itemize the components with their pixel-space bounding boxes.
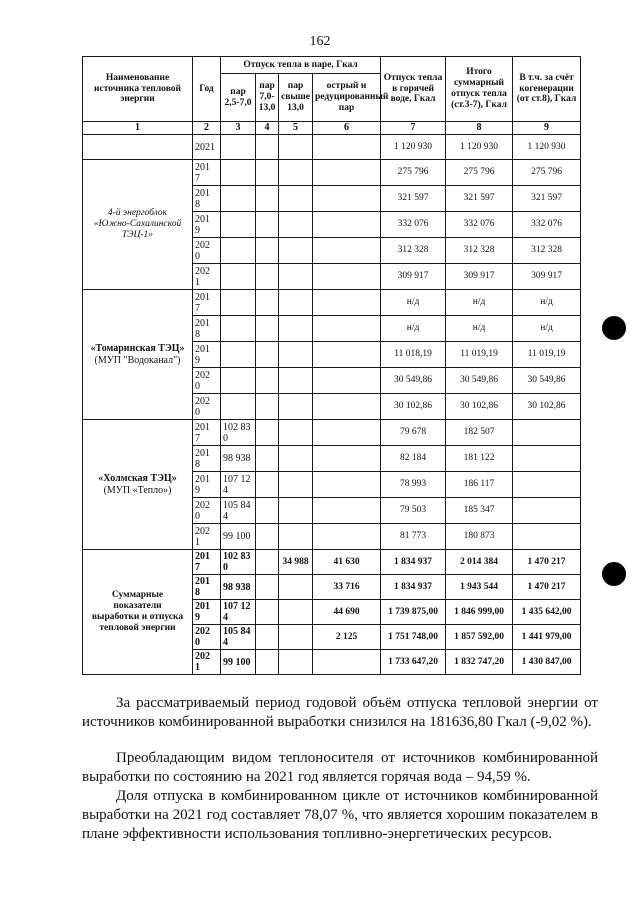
empty-cell: [221, 135, 256, 160]
steam-2-5-7-cell: [221, 342, 256, 368]
steam-over-13-cell: [279, 650, 313, 675]
steam-over-13-cell: [279, 186, 313, 212]
source-name-cell: [83, 160, 193, 290]
source-name-line: «Томаринская ТЭЦ»: [90, 343, 185, 354]
total-cell: 30 102,86: [446, 394, 513, 420]
steam-over-13-cell: [279, 238, 313, 264]
source-name-line: 4-й энергоблок: [107, 208, 168, 219]
cogeneration-cell: 1 441 979,00: [513, 625, 581, 650]
hot-water-cell: 81 773: [381, 524, 446, 550]
steam-7-13-cell: [256, 212, 279, 238]
steam-over-13-cell: [279, 368, 313, 394]
live-steam-cell: [313, 160, 381, 186]
steam-7-13-cell: [256, 524, 279, 550]
year-cell: 202 0: [193, 394, 221, 420]
steam-7-13-cell: [256, 238, 279, 264]
steam-7-13-cell: [256, 368, 279, 394]
live-steam-cell: 33 716: [313, 575, 381, 600]
steam-2-5-7-cell: 99 100: [221, 650, 256, 675]
cogeneration-cell: 1 120 930: [513, 135, 581, 160]
hot-water-cell: 309 917: [381, 264, 446, 290]
total-cell: 2 014 384: [446, 550, 513, 575]
steam-7-13-cell: [256, 650, 279, 675]
cogeneration-cell: 1 470 217: [513, 550, 581, 575]
cogeneration-cell: [513, 498, 581, 524]
live-steam-cell: [313, 186, 381, 212]
hot-water-cell: 312 328: [381, 238, 446, 264]
cogeneration-cell: [513, 524, 581, 550]
steam-over-13-cell: [279, 524, 313, 550]
live-steam-cell: 2 125: [313, 625, 381, 650]
steam-over-13-cell: [279, 446, 313, 472]
hot-water-cell: 78 993: [381, 472, 446, 498]
year-cell: 202 0: [193, 498, 221, 524]
coolant-paragraph: Преобладающим видом теплоносителя от источников комбинированной выработки по состоянию на 2021 год является горячая вода – 94,59 %.: [82, 750, 598, 785]
empty-cell: [83, 135, 193, 160]
steam-7-13-cell: [256, 625, 279, 650]
source-name-line: (МУП "Водоканал"): [94, 354, 181, 366]
live-steam-cell: [313, 342, 381, 368]
table-row: [83, 290, 581, 316]
steam-over-13-cell: [279, 212, 313, 238]
steam-2-5-7-cell: [221, 290, 256, 316]
header-steam-7-13: пар 7,0-13,0: [256, 74, 279, 122]
steam-7-13-cell: [256, 472, 279, 498]
cogeneration-cell: н/д: [513, 290, 581, 316]
steam-7-13-cell: [256, 342, 279, 368]
source-name-line: ТЭЦ-1»: [121, 229, 154, 240]
col-number: 5: [279, 122, 313, 135]
cogeneration-cell: 1 430 847,00: [513, 650, 581, 675]
table-row: [83, 550, 581, 575]
steam-2-5-7-cell: 99 100: [221, 524, 256, 550]
header-source-name: Наименование источника тепловой энергии: [83, 57, 193, 122]
total-cell: 1 943 544: [446, 575, 513, 600]
year-cell: 201 8: [193, 446, 221, 472]
year-cell: 201 9: [193, 472, 221, 498]
steam-7-13-cell: [256, 498, 279, 524]
steam-2-5-7-cell: [221, 238, 256, 264]
steam-2-5-7-cell: 107 12 4: [221, 600, 256, 625]
steam-2-5-7-cell: 107 12 4: [221, 472, 256, 498]
total-cell: н/д: [446, 316, 513, 342]
col-number: 6: [313, 122, 381, 135]
steam-7-13-cell: [256, 186, 279, 212]
steam-over-13-cell: [279, 498, 313, 524]
year-cell: 201 7: [193, 160, 221, 186]
total-cell: 1 832 747,20: [446, 650, 513, 675]
steam-over-13-cell: [279, 316, 313, 342]
hot-water-cell: 1 733 647,20: [381, 650, 446, 675]
source-name-line: выработки и отпуска: [91, 612, 184, 622]
cogeneration-cell: 30 102,86: [513, 394, 581, 420]
live-steam-cell: [313, 524, 381, 550]
year-cell: 201 8: [193, 575, 221, 600]
header-year: Год: [193, 57, 221, 122]
total-cell: 1 120 930: [446, 135, 513, 160]
year-cell: 201 8: [193, 186, 221, 212]
steam-7-13-cell: [256, 264, 279, 290]
cogeneration-cell: 312 328: [513, 238, 581, 264]
steam-2-5-7-cell: [221, 394, 256, 420]
heat-supply-table: [82, 56, 581, 675]
year-cell: 201 7: [193, 290, 221, 316]
cogeneration-cell: 332 076: [513, 212, 581, 238]
empty-cell: [313, 135, 381, 160]
live-steam-cell: [313, 446, 381, 472]
steam-2-5-7-cell: 102 83 0: [221, 550, 256, 575]
col-number: 8: [446, 122, 513, 135]
total-cell: 180 873: [446, 524, 513, 550]
source-name-cell: [83, 290, 193, 420]
year-cell: 202 0: [193, 238, 221, 264]
hot-water-cell: 321 597: [381, 186, 446, 212]
cogeneration-cell: 30 549,86: [513, 368, 581, 394]
table-row: [83, 420, 581, 446]
total-cell: н/д: [446, 290, 513, 316]
steam-2-5-7-cell: [221, 264, 256, 290]
steam-2-5-7-cell: 98 938: [221, 575, 256, 600]
col-number: 3: [221, 122, 256, 135]
total-cell: 11 019,19: [446, 342, 513, 368]
col-number: 7: [381, 122, 446, 135]
year-cell: 202 1: [193, 524, 221, 550]
punch-hole-mark: [602, 316, 626, 340]
live-steam-cell: [313, 212, 381, 238]
empty-cell: [279, 135, 313, 160]
year-cell: 201 8: [193, 316, 221, 342]
steam-7-13-cell: [256, 575, 279, 600]
hot-water-cell: 1 834 937: [381, 550, 446, 575]
source-name-cell: [83, 420, 193, 550]
steam-7-13-cell: [256, 600, 279, 625]
source-name-line: «Холмская ТЭЦ»: [98, 473, 177, 484]
hot-water-cell: 79 678: [381, 420, 446, 446]
hot-water-cell: 79 503: [381, 498, 446, 524]
hot-water-cell: 30 102,86: [381, 394, 446, 420]
source-name-line: (МУП «Тепло»): [103, 484, 172, 496]
hot-water-cell: 1 120 930: [381, 135, 446, 160]
steam-over-13-cell: [279, 264, 313, 290]
live-steam-cell: [313, 498, 381, 524]
cogeneration-cell: 11 019,19: [513, 342, 581, 368]
steam-2-5-7-cell: 98 938: [221, 446, 256, 472]
total-cell: 275 796: [446, 160, 513, 186]
steam-2-5-7-cell: 105 84 4: [221, 625, 256, 650]
total-cell: 181 122: [446, 446, 513, 472]
year-cell: 2021: [193, 135, 221, 160]
live-steam-cell: [313, 290, 381, 316]
header-steam-group: Отпуск тепла в паре, Гкал: [221, 57, 381, 74]
steam-over-13-cell: [279, 625, 313, 650]
year-cell: 202 0: [193, 368, 221, 394]
year-cell: 201 7: [193, 420, 221, 446]
live-steam-cell: [313, 316, 381, 342]
steam-over-13-cell: [279, 420, 313, 446]
steam-7-13-cell: [256, 290, 279, 316]
steam-over-13-cell: [279, 394, 313, 420]
total-cell: 1 857 592,00: [446, 625, 513, 650]
steam-2-5-7-cell: [221, 316, 256, 342]
hot-water-cell: 82 184: [381, 446, 446, 472]
live-steam-cell: 41 630: [313, 550, 381, 575]
empty-cell: [256, 135, 279, 160]
year-cell: 201 9: [193, 212, 221, 238]
steam-2-5-7-cell: 102 83 0: [221, 420, 256, 446]
cogeneration-cell: 1 470 217: [513, 575, 581, 600]
live-steam-cell: [313, 650, 381, 675]
header-steam-over-13: пар свыше 13,0: [279, 74, 313, 122]
hot-water-cell: 275 796: [381, 160, 446, 186]
source-name-cell: [83, 550, 193, 675]
total-cell: 1 846 999,00: [446, 600, 513, 625]
header-hot-water: Отпуск тепла в горячей воде, Гкал: [381, 57, 446, 122]
steam-over-13-cell: [279, 160, 313, 186]
year-cell: 201 9: [193, 342, 221, 368]
hot-water-cell: н/д: [381, 290, 446, 316]
live-steam-cell: [313, 472, 381, 498]
steam-2-5-7-cell: 105 84 4: [221, 498, 256, 524]
header-cogeneration: В т.ч. за счёт когенерации (от ст.8), Гкал: [513, 57, 581, 122]
steam-7-13-cell: [256, 160, 279, 186]
total-cell: 321 597: [446, 186, 513, 212]
page-number: 162: [309, 34, 331, 49]
total-cell: 186 117: [446, 472, 513, 498]
total-cell: 312 328: [446, 238, 513, 264]
cogeneration-cell: 1 435 642,00: [513, 600, 581, 625]
hot-water-cell: н/д: [381, 316, 446, 342]
total-cell: 309 917: [446, 264, 513, 290]
header-steam-2-5-7: пар 2,5-7,0: [221, 74, 256, 122]
cogeneration-cell: [513, 420, 581, 446]
total-cell: 185 347: [446, 498, 513, 524]
cogeneration-cell: 309 917: [513, 264, 581, 290]
steam-7-13-cell: [256, 420, 279, 446]
steam-2-5-7-cell: [221, 186, 256, 212]
total-cell: 332 076: [446, 212, 513, 238]
steam-2-5-7-cell: [221, 160, 256, 186]
steam-7-13-cell: [256, 550, 279, 575]
steam-over-13-cell: [279, 342, 313, 368]
steam-2-5-7-cell: [221, 368, 256, 394]
steam-7-13-cell: [256, 394, 279, 420]
hot-water-cell: 11 018,19: [381, 342, 446, 368]
year-cell: 202 1: [193, 264, 221, 290]
cogeneration-cell: н/д: [513, 316, 581, 342]
total-cell: 30 549,86: [446, 368, 513, 394]
col-number: 2: [193, 122, 221, 135]
live-steam-cell: 44 690: [313, 600, 381, 625]
header-total: Итого суммарный отпуск тепла (ст.3-7), Гкал: [446, 57, 513, 122]
col-number: 1: [83, 122, 193, 135]
source-name-line: тепловой энергии: [99, 622, 176, 633]
steam-7-13-cell: [256, 446, 279, 472]
cogeneration-cell: 321 597: [513, 186, 581, 212]
hot-water-cell: 1 751 748,00: [381, 625, 446, 650]
year-cell: 201 9: [193, 600, 221, 625]
year-cell: 202 1: [193, 650, 221, 675]
year-cell: 202 0: [193, 625, 221, 650]
cogeneration-cell: 275 796: [513, 160, 581, 186]
total-cell: 182 507: [446, 420, 513, 446]
hot-water-cell: 332 076: [381, 212, 446, 238]
source-name-line: показатели: [113, 601, 162, 612]
steam-over-13-cell: [279, 290, 313, 316]
steam-over-13-cell: [279, 472, 313, 498]
year-cell: 201 7: [193, 550, 221, 575]
steam-over-13-cell: [279, 600, 313, 625]
steam-over-13-cell: 34 988: [279, 550, 313, 575]
steam-7-13-cell: [256, 316, 279, 342]
source-name-line: Суммарные: [111, 590, 164, 601]
header-live-steam: острый и редуцированный пар: [313, 74, 381, 122]
live-steam-cell: [313, 368, 381, 394]
table-row: [83, 135, 581, 160]
live-steam-cell: [313, 238, 381, 264]
cogeneration-cell: [513, 472, 581, 498]
col-number: 4: [256, 122, 279, 135]
source-name-line: «Южно-Сахалинской: [93, 219, 182, 230]
table-row: [83, 160, 581, 186]
cogeneration-cell: [513, 446, 581, 472]
steam-2-5-7-cell: [221, 212, 256, 238]
steam-over-13-cell: [279, 575, 313, 600]
punch-hole-mark: [602, 562, 626, 586]
hot-water-cell: 1 834 937: [381, 575, 446, 600]
live-steam-cell: [313, 420, 381, 446]
hot-water-cell: 30 549,86: [381, 368, 446, 394]
live-steam-cell: [313, 394, 381, 420]
summary-paragraph: За рассматриваемый период годовой объём отпуска тепловой энергии от источников комбинированной выработки снизился на 181636,80 Гкал (-9,02 %).: [82, 695, 598, 730]
live-steam-cell: [313, 264, 381, 290]
col-number: 9: [513, 122, 581, 135]
cogeneration-paragraph: Доля отпуска в комбинированном цикле от источников комбинированной выработки на 2021 год составляет 78,07 %, что является хорошим показателем в плане эффективности использования топливно-энергетических ресурсов.: [82, 788, 598, 842]
hot-water-cell: 1 739 875,00: [381, 600, 446, 625]
